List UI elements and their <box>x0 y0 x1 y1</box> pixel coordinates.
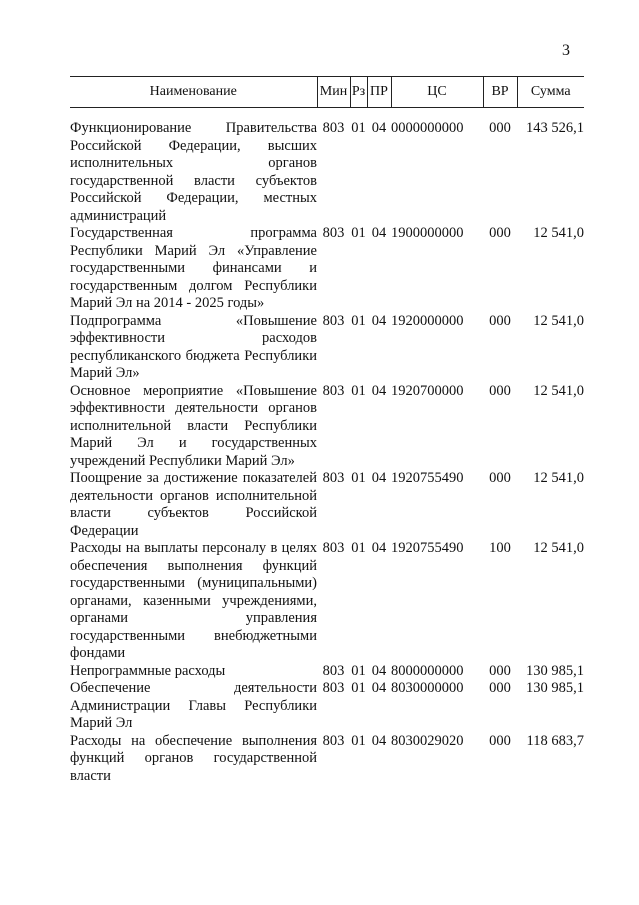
header-rz: Рз <box>350 77 367 108</box>
row-name: Непрограммные расходы <box>70 662 226 679</box>
row-min: 803 <box>322 680 345 696</box>
row-min: 803 <box>322 225 345 241</box>
table-row <box>70 383 584 471</box>
row-pr: 04 <box>371 312 387 329</box>
header-pr: ПР <box>367 77 391 108</box>
row-vr: 000 <box>489 225 511 241</box>
row-pr: 04 <box>371 732 387 749</box>
row-name: Расходы на обеспечение выполнения функций органов государственной власти <box>70 732 317 784</box>
row-rz: 01 <box>351 470 366 486</box>
row-cs: 8030000000 <box>391 680 464 696</box>
row-sum: 130 985,1 <box>526 680 584 696</box>
row-vr: 000 <box>489 470 511 486</box>
row-pr: 04 <box>371 225 387 241</box>
row-name: Обеспечение деятельности Администрации Главы Республики Марий Эл <box>70 680 317 731</box>
row-pr: 04 <box>371 120 387 136</box>
row-rz: 01 <box>351 662 366 679</box>
row-min: 803 <box>322 662 345 679</box>
row-sum: 118 683,7 <box>526 732 584 749</box>
table-row <box>70 225 584 313</box>
row-cs: 1900000000 <box>391 225 464 241</box>
row-rz: 01 <box>351 540 366 556</box>
row-cs: 1920000000 <box>391 312 464 329</box>
table-row <box>70 680 584 733</box>
row-cs: 1920700000 <box>391 382 464 399</box>
table-row <box>70 470 584 540</box>
row-name: Функционирование Правительства Российской Федерации, высших исполнительных органов государственной власти субъектов Российской Федерации, местных администраций <box>70 120 317 224</box>
row-sum: 12 541,0 <box>533 470 584 486</box>
row-pr: 04 <box>371 470 387 486</box>
row-rz: 01 <box>351 382 366 399</box>
table-row <box>70 733 584 786</box>
row-cs: 8030029020 <box>391 732 464 749</box>
row-cs: 0000000000 <box>391 120 464 136</box>
row-min: 803 <box>322 732 345 749</box>
row-cs: 8000000000 <box>391 662 464 679</box>
row-sum: 12 541,0 <box>533 540 584 556</box>
row-rz: 01 <box>351 312 366 329</box>
row-min: 803 <box>322 120 345 136</box>
row-sum: 130 985,1 <box>526 662 584 679</box>
header-cs: ЦС <box>391 77 483 108</box>
row-sum: 12 541,0 <box>533 312 584 329</box>
row-vr: 000 <box>489 382 511 399</box>
budget-table <box>70 76 584 785</box>
row-sum: 143 526,1 <box>526 120 584 136</box>
row-sum: 12 541,0 <box>533 382 584 399</box>
row-vr: 000 <box>489 312 511 329</box>
table-row <box>70 313 584 383</box>
header-vr: ВР <box>483 77 517 108</box>
row-name: Поощрение за достижение показателей деятельности органов исполнительной власти субъектов Российской Федерации <box>70 470 317 539</box>
row-rz: 01 <box>351 120 366 136</box>
table-row <box>70 663 584 681</box>
row-pr: 04 <box>371 662 387 679</box>
row-name: Расходы на выплаты персоналу в целях обеспечения выполнения функций государственными (муниципальными) органами, казенными учреждениями, органами управления государственными внебюджетными фондами <box>70 540 317 661</box>
table-row <box>70 120 584 225</box>
row-cs: 1920755490 <box>391 470 464 486</box>
row-rz: 01 <box>351 225 366 241</box>
row-pr: 04 <box>371 540 387 556</box>
row-rz: 01 <box>351 732 366 749</box>
row-min: 803 <box>322 470 345 486</box>
row-vr: 000 <box>489 662 511 679</box>
header-sum: Сумма <box>517 77 584 108</box>
row-pr: 04 <box>371 680 387 696</box>
table-row <box>70 540 584 663</box>
header-min: Мин <box>317 77 350 108</box>
header-row <box>70 77 584 108</box>
row-vr: 000 <box>489 120 511 136</box>
row-name: Подпрограмма «Повышение эффективности расходов республиканского бюджета Республики Марий Эл» <box>70 312 317 381</box>
row-cs: 1920755490 <box>391 540 464 556</box>
row-pr: 04 <box>371 382 387 399</box>
row-vr: 000 <box>489 680 511 696</box>
row-min: 803 <box>322 312 345 329</box>
row-name: Государственная программа Республики Марий Эл «Управление государственными финансами и государственным долгом Республики Марий Эл на 2014 - 2025 годы» <box>70 225 317 311</box>
row-vr: 000 <box>489 732 511 749</box>
page-number: 3 <box>562 42 570 59</box>
row-sum: 12 541,0 <box>533 225 584 241</box>
row-name: Основное мероприятие «Повышение эффективности деятельности органов исполнительной власти Республики Марий Эл и государственных учреждений Республики Марий Эл» <box>70 382 317 469</box>
row-min: 803 <box>322 382 345 399</box>
header-name: Наименование <box>70 77 317 108</box>
row-vr: 100 <box>489 540 511 556</box>
row-rz: 01 <box>351 680 366 696</box>
row-min: 803 <box>322 540 345 556</box>
